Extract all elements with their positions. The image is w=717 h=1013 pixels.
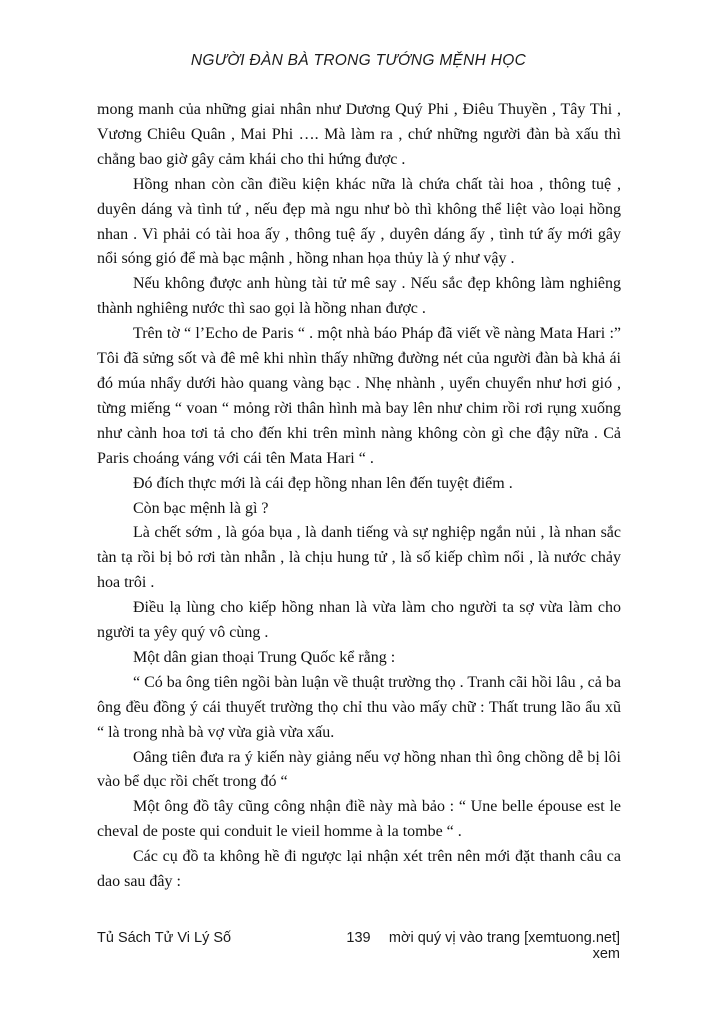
footer-promo-text: mời quý vị vào trang [xemtuong.net] xem xyxy=(388,930,621,962)
paragraph: Đó đích thực mới là cái đẹp hồng nhan lên đến tuyệt điểm . xyxy=(133,474,513,492)
paragraph: Nếu không được anh hùng tài tử mê say . Nếu sắc đẹp không làm nghiêng thành nghiêng nước thì sao gọi là hồng nhan được . xyxy=(97,275,621,318)
paragraph: Một ông đồ tây cũng công nhận điề này mà bảo : “ Une belle épouse est le cheval de poste qui conduit le vieil homme à la tombe “ . xyxy=(97,798,621,841)
paragraph: “ Có ba ông tiên ngồi bàn luận về thuật trường thọ . Tranh cãi hồi lâu , cả ba ông đều đồng ý cái thuyết trường thọ chỉ thu vào mấy chữ : Thất trung lão ẩu xũ “ là trong nhà bà vợ vừa già vừa xấu. xyxy=(97,673,621,741)
paragraph: Hồng nhan còn cần điều kiện khác nữa là chứa chất tài hoa , thông tuệ , duyên dáng và tình tứ , nếu đẹp mà ngu như bò thì không thể liệt vào loại hồng nhan . Vì phải có tài hoa ấy , thông tuệ ấy , duyên dáng ấy , tình tứ ấy mới gây nổi sóng gió để mà bạc mậnh , hồng nhan họa thủy là ý như vậy . xyxy=(97,175,621,268)
page-number: 139 xyxy=(346,930,371,946)
paragraph: Các cụ đồ ta không hề đi ngược lại nhận xét trên nên mới đặt thanh câu ca dao sau đây : xyxy=(97,848,621,891)
body-text xyxy=(97,98,621,895)
paragraph: Trên tờ “ l’Echo de Paris “ . một nhà báo Pháp đã viết về nàng Mata Hari :” Tôi đã sửng sốt và đê mê khi nhìn thấy những đường nét của người đàn bà khả ái đó múa nhẩy dưới hào quang vàng bạc . Nhẹ nhành , uyển chuyển như hơi gió , từng miếng “ voan “ mỏng rời thân hình mà bay lên như chim rồi rơi rụng xuống như cành hoa tơi tả cho đến khi trên mình nàng không còn gì che đậy nữa . Cả Paris choáng váng với cái tên Mata Hari “ . xyxy=(97,325,621,467)
paragraph: Oâng tiên đưa ra ý kiến này giảng nếu vợ hồng nhan thì ông chồng dễ bị lôi vào bể dục rồi chết trong đó “ xyxy=(97,748,621,791)
paragraph: Là chết sớm , là góa bụa , là danh tiếng và sự nghiệp ngắn nủi , là nhan sắc tàn tạ rồi bị bỏ rơi tàn nhẫn , là chịu hung tử , là số kiếp chìm nổi , là nước chảy hoa trôi . xyxy=(97,524,621,592)
paragraph: mong manh của những giai nhân như Dương Quý Phi , Điêu Thuyền , Tây Thi , Vương Chiêu Quân , Mai Phi …. Mà làm ra , chứ những người đàn bà xấu thì chẳng bao giờ gây cảm khái cho thi hứng được . xyxy=(97,101,621,168)
paragraph: Điều lạ lùng cho kiếp hồng nhan là vừa làm cho người ta sợ vừa làm cho người ta yêy quý vô cùng . xyxy=(97,599,621,642)
paragraph: Còn bạc mệnh là gì ? xyxy=(133,499,269,517)
page-title: NGƯỜI ĐÀN BÀ TRONG TƯỚNG MỆNH HỌC xyxy=(190,52,527,69)
page-footer xyxy=(97,930,620,962)
paragraph: Một dân gian thoại Trung Quốc kể rằng : xyxy=(133,648,396,666)
footer-series-name: Tủ Sách Tử Vi Lý Số xyxy=(97,930,232,946)
